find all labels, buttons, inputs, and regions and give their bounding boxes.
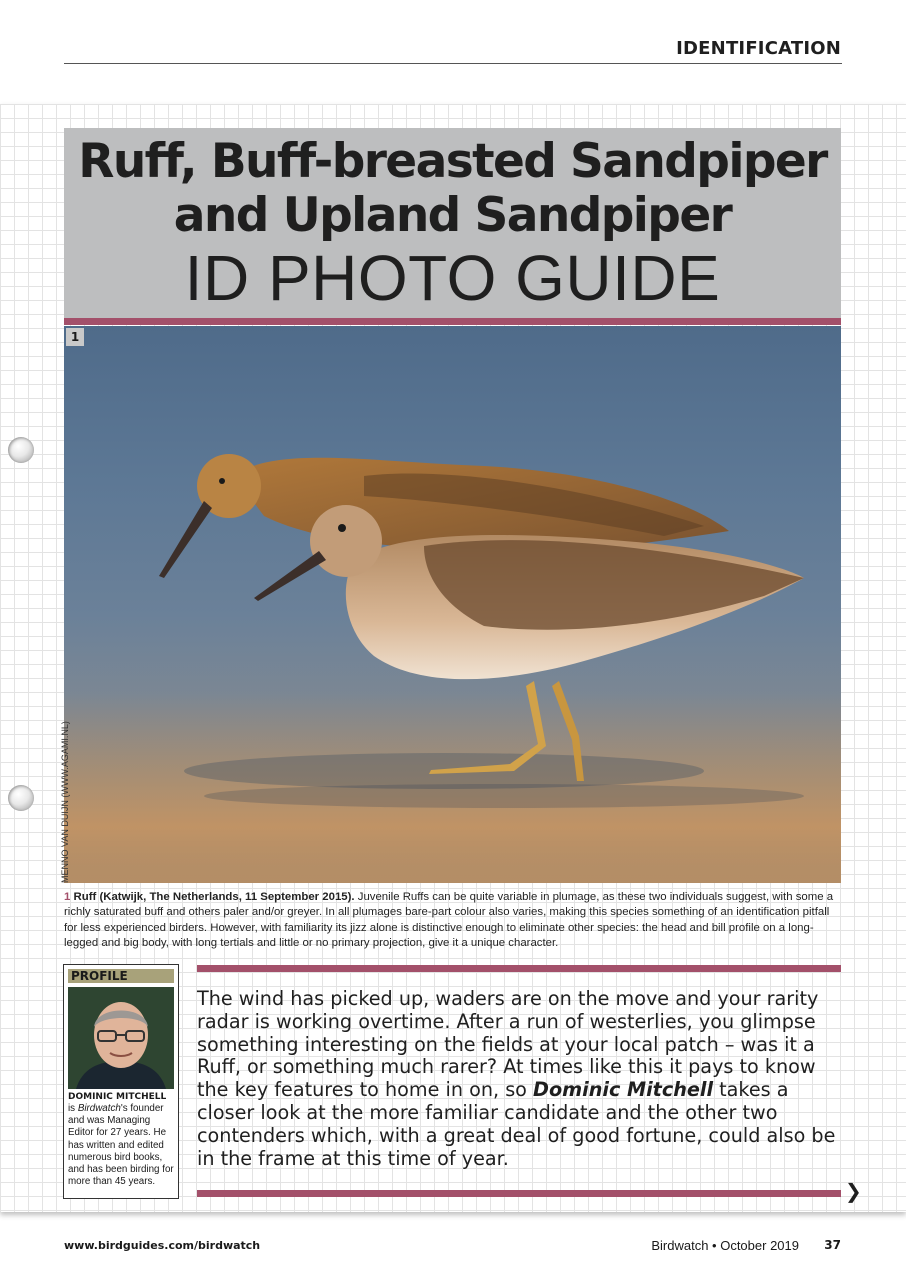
title-line-1: Ruff, Buff-breasted Sandpiper <box>78 134 827 189</box>
intro-rule-top <box>197 965 841 972</box>
author-profile <box>63 964 179 1199</box>
profile-bio <box>68 1103 174 1188</box>
intro-text-after: takes a closer look at the more familiar candidate and the other two contenders which, with a great deal of good fortune, could also be in the frame at this time of year. <box>197 1078 836 1170</box>
title-subtitle: ID PHOTO GUIDE <box>184 242 721 314</box>
ruff-illustration <box>64 326 841 883</box>
caption-number: 1 <box>64 891 71 903</box>
title-box <box>64 128 841 318</box>
profile-label: PROFILE <box>68 969 174 983</box>
intro-author: Dominic Mitchell <box>533 1078 714 1102</box>
profile-bio-prefix: is <box>68 1103 78 1114</box>
punch-hole-icon <box>8 437 34 463</box>
photo-credit: MENNO VAN DUIJN (WWW.AGAMI.NL) <box>60 721 70 883</box>
profile-bio-publication: Birdwatch <box>77 1103 121 1114</box>
caption-text: Juvenile Ruffs can be quite variable in plumage, as these two individuals suggest, with some a richly saturated buff and others paler and/or greyer. In all plumages bare-part colour also varies, making this species something of an identification pitfall for less experienced birders. However, with familiarity its jizz alone is distinctive enough to eliminate other species: the head and bill profile on a long-legged and big body, with long tertials and little or no primary projection, give it a unique character. <box>64 891 834 949</box>
photo-caption <box>64 890 841 951</box>
title-line-2: and Upland Sandpiper <box>173 188 732 243</box>
intro-text-before: The wind has picked up, waders are on the move and your rarity radar is working overtime. After a run of westerlies, you glimpse something interesting on the fields at your local patch – was it a Ruff, or something much rarer? At times like this it pays to know the key features to home in on, so <box>197 987 819 1102</box>
section-label: IDENTIFICATION <box>676 38 841 59</box>
author-portrait <box>68 987 174 1089</box>
bird-photo <box>64 326 841 883</box>
header-rule <box>64 63 842 64</box>
intro-rule-bottom <box>197 1190 841 1197</box>
avatar <box>68 987 174 1089</box>
title-accent-bar <box>64 318 841 325</box>
profile-name: DOMINIC MITCHELL <box>68 1092 167 1102</box>
photo-number: 1 <box>66 328 84 346</box>
punch-hole-icon <box>8 785 34 811</box>
footer-url: www.birdguides.com/birdwatch <box>64 1239 261 1252</box>
footer-magazine: Birdwatch • October 2019 <box>651 1238 799 1253</box>
intro-paragraph <box>197 988 847 1170</box>
chevron-right-icon: ❯ <box>845 1179 862 1203</box>
profile-bio-rest: 's founder and was Managing Editor for 27 years. He has written and edited numerous bird books, and has been birding for more than 45 years. <box>68 1103 174 1188</box>
caption-heading: Ruff (Katwijk, The Netherlands, 11 September 2015). <box>73 891 355 903</box>
page-number: 37 <box>824 1238 841 1252</box>
